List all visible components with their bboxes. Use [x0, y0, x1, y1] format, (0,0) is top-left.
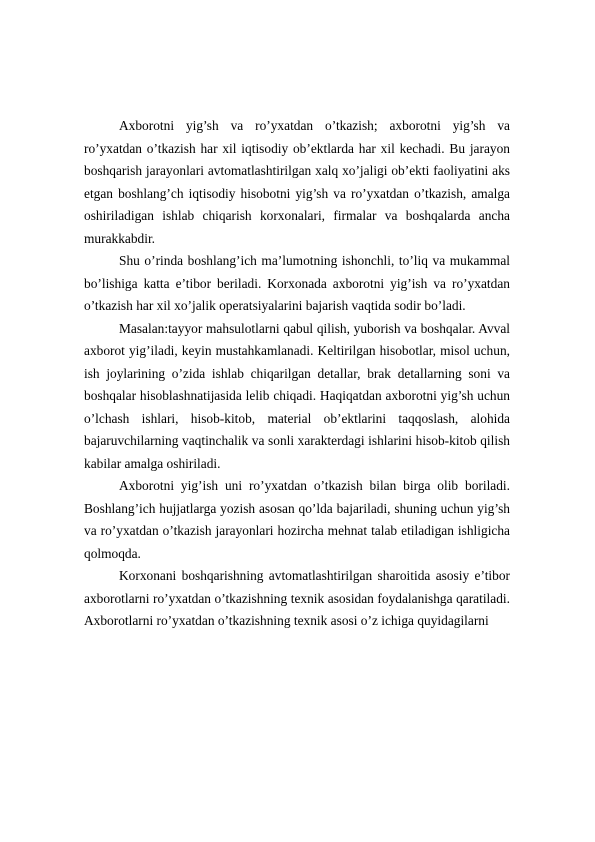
- paragraph-4: Axborotni yig’ish uni ro’yxatdan o’tkazish bilan birga olib boriladi. Boshlang’ich hujjatlarga yozish asosan qo’lda bajariladi, shuning uchun yig’sh va ro’yxatdan o’tkazish jarayonlari hozircha mehnat talab etiladigan ishligicha qolmoqda.: [84, 478, 510, 561]
- paragraph-2: Shu o’rinda boshlang’ich ma’lumotning ishonchli, to’liq va mukammal bo’lishiga katta e’tibor beriladi. Korxonada axborotni yig’ish va ro’yxatdan o’tkazish har xil xo’jalik operatsiyalarini bajarish vaqtida sodir bo’ladi.: [84, 253, 510, 313]
- paragraph-5: Korxonani boshqarishning avtomatlashtirilgan sharoitida asosiy e’tibor axborotlarni ro’yxatdan o’tkazishning texnik asosidan foydalanishga qaratiladi. Axborotlarni ro’yxatdan o’tkazishning texnik asosi o’z ichiga quyidagilarni: [84, 568, 510, 628]
- paragraph-3: Masalan:tayyor mahsulotlarni qabul qilish, yuborish va boshqalar. Avval axborot yig’iladi, keyin mustahkamlanadi. Keltirilgan hisobotlar, misol uchun, ish joylarining o’zida ishlab chiqarilgan detallar, brak detallarning soni va boshqalar hisoblashnatijasida lelib chiqadi. Haqiqatdan axborotni yig’sh uchun o’lchash ishlari, hisob-kitob, material ob’ektlarini taqqoslash, alohida bajaruvchilarning vaqtinchalik va sonli xarakterdagi ishlarini hisob-kitob qilish kabilar amalga oshiriladi.: [84, 320, 510, 471]
- paragraph-1: Axborotni yig’sh va ro’yxatdan o’tkazish; axborotni yig’sh va ro’yxatdan o’tkazish har xil iqtisodiy ob’ektlarda har xil kechadi. Bu jarayon boshqarish jarayonlari avtomatlashtirilgan xalq xo’jaligi ob’ekti faoliyatini aks etgan boshlang’ch iqtisodiy hisobotni yig’sh va ro’yxatdan o’tkazish, amalga oshiriladigan ishlab chiqarish korxonalari, firmalar va boshqalarda ancha murakkabdir.: [84, 118, 510, 246]
- document-body: [84, 115, 510, 633]
